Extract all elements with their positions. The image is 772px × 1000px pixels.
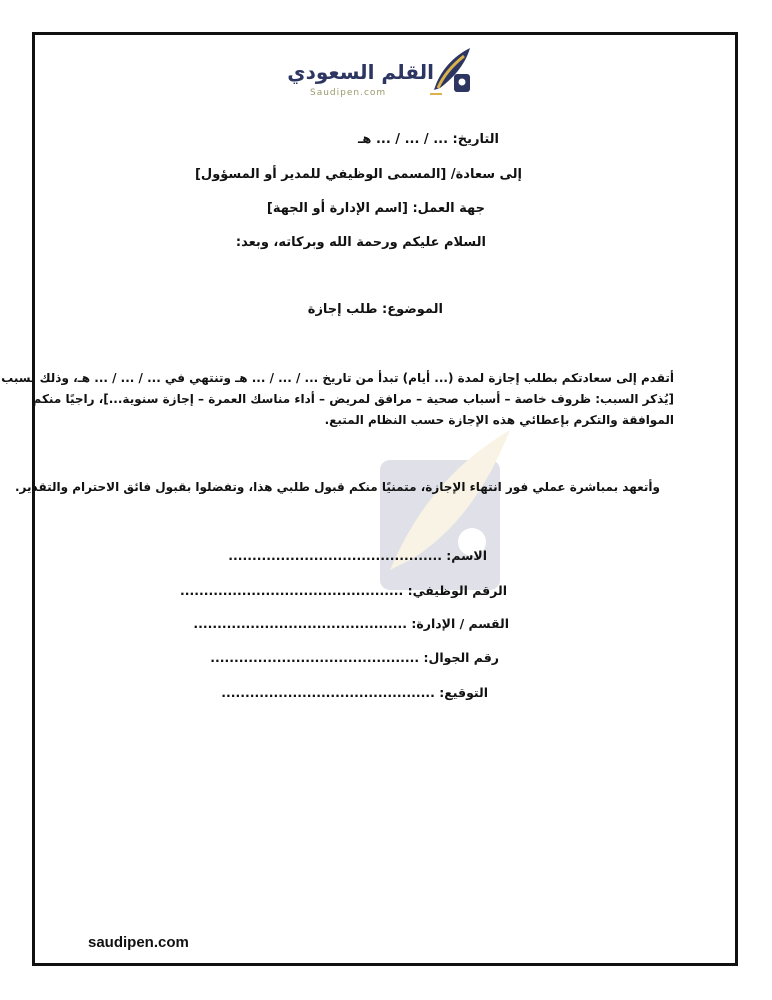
date-line: التاريخ: ... / ... / ... هـ [357,132,499,147]
name-field[interactable]: الاسم: ............................................. [228,548,487,563]
footer-site-link[interactable]: saudipen.com [88,934,189,951]
logo-title: القلم السعودي [287,60,434,84]
body-line-3: الموافقة والتكرم بإعطائي هذه الإجازة حسب النظام المتبع. [324,413,674,427]
department-line: جهة العمل: [اسم الإدارة أو الجهة] [266,201,485,216]
body-paragraph [1,368,674,431]
body-line-1: أتقدم إلى سعادتكم بطلب إجازة لمدة (... أيام) تبدأ من تاريخ ... / ... / ... هـ وتنتهي في ... / ... / ... هـ، وذلك بسبب [1,371,674,385]
signature-field[interactable]: التوقيع: ............................................. [221,685,488,700]
body-line-2: [يُذكر السبب: ظروف خاصة – أسباب صحية – مرافق لمريض – أداء مناسك العمرة – إجازة سنوية...]، راجيًا منكم [32,392,674,406]
employee-number-field[interactable]: الرقم الوظيفي: ............................................... [180,583,507,598]
logo-subtitle: Saudipen.com [310,88,387,98]
subject-line: الموضوع: طلب إجازة [307,302,443,317]
watermark-quill-icon [360,420,520,600]
closing-line: وأتعهد بمباشرة عملي فور انتهاء الإجازة، متمنيًا منكم قبول طلبي هذا، وتفضلوا بقبول فائق الاحترام والتقدير. [15,480,660,494]
mobile-field[interactable]: رقم الجوال: ............................................ [210,650,499,665]
quill-pen-icon [428,44,474,98]
department-field[interactable]: القسم / الإدارة: ............................................. [193,616,509,631]
greeting-line: السلام عليكم ورحمة الله وبركاته، وبعد: [235,235,486,250]
logo [287,44,472,104]
recipient-line: إلى سعادة/ [المسمى الوظيفي للمدير أو المسؤول] [194,167,522,182]
